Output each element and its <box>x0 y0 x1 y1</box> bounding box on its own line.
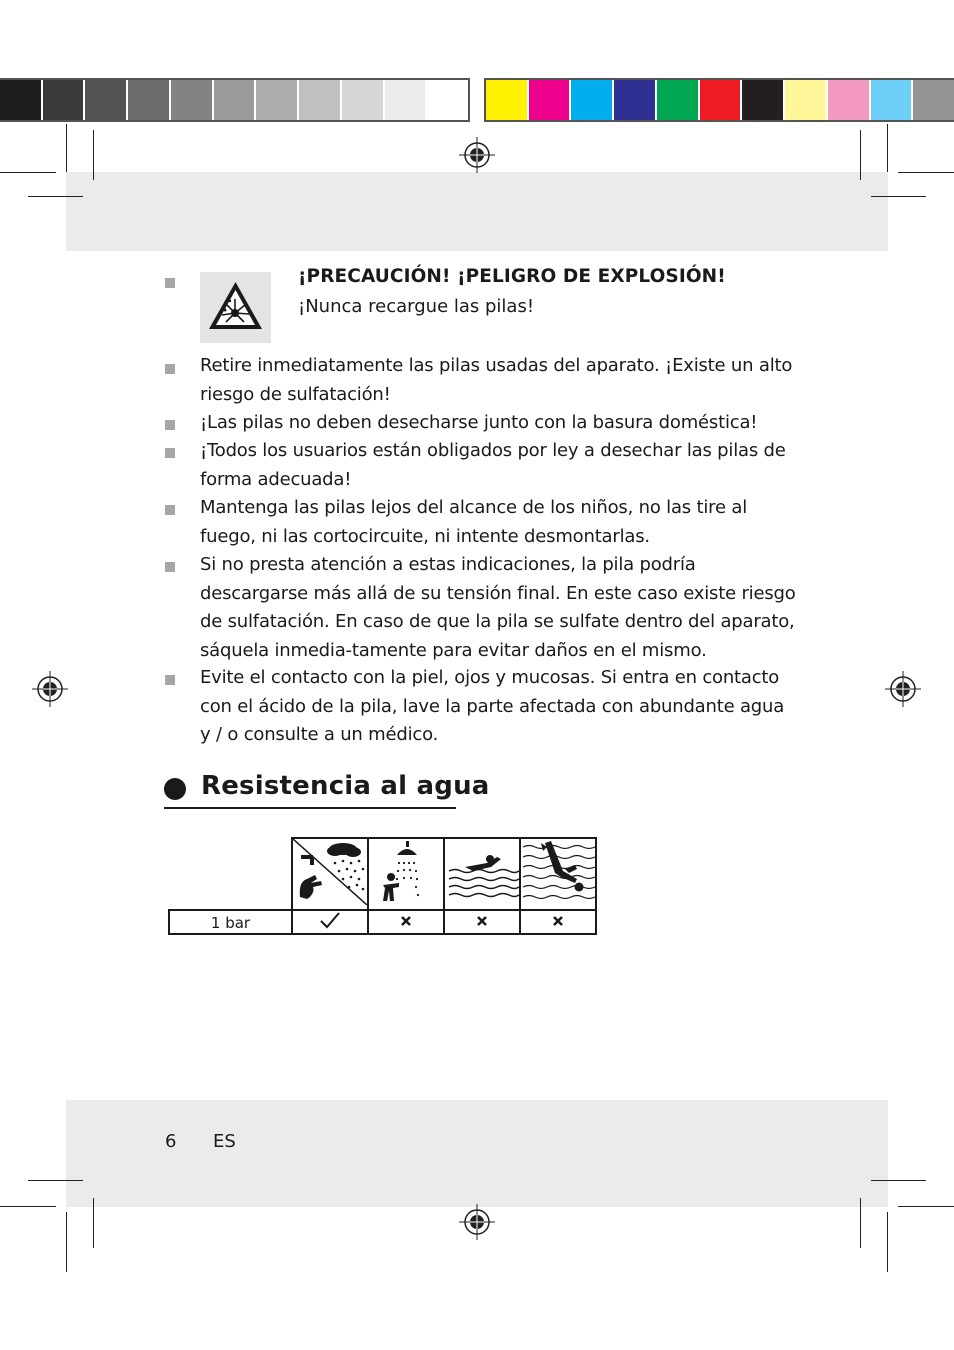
section-title: Resistencia al agua <box>201 771 490 801</box>
registration-mark-icon <box>885 671 921 707</box>
crop-mark <box>93 1198 94 1248</box>
table-cell <box>444 910 520 934</box>
color-swatch <box>214 80 257 120</box>
table-row <box>169 910 596 934</box>
registration-mark-icon <box>32 671 68 707</box>
table-row <box>169 838 596 910</box>
color-swatch <box>700 80 743 120</box>
color-swatch <box>85 80 128 120</box>
table-cell <box>520 910 596 934</box>
crop-mark <box>28 1180 83 1181</box>
color-swatch <box>43 80 86 120</box>
crop-mark <box>66 124 67 172</box>
color-swatch <box>171 80 214 120</box>
color-swatch <box>256 80 299 120</box>
color-swatch <box>342 80 385 120</box>
color-swatch <box>486 80 529 120</box>
header-band <box>66 172 888 251</box>
grayscale-bar <box>0 78 470 122</box>
crop-mark <box>898 1206 954 1207</box>
crop-mark <box>887 124 888 172</box>
section-bullet <box>164 778 186 800</box>
registration-mark-icon <box>459 137 495 173</box>
color-bar <box>484 78 954 122</box>
bullet-marker <box>165 562 175 572</box>
page-number: 6 <box>165 1131 177 1152</box>
pressure-label: 1 bar <box>210 913 251 932</box>
warning-subtitle: ¡Nunca recargue las pilas! <box>298 296 535 317</box>
list-item: ¡Todos los usuarios están obligados por ley a desechar las pilas de forma adecuada! <box>200 440 786 490</box>
splash-rain-icon <box>293 839 367 905</box>
table-cell <box>292 910 368 934</box>
warning-title: ¡PRECAUCIÓN! ¡PELIGRO DE EXPLOSIÓN! <box>298 266 726 287</box>
table-cell <box>368 910 444 934</box>
bullet-marker <box>165 278 175 288</box>
bullet-marker <box>165 364 175 374</box>
crop-mark <box>28 196 83 197</box>
table-cell <box>292 838 368 910</box>
color-swatch <box>828 80 871 120</box>
list-item: Mantenga las pilas lejos del alcance de los niños, no las tire al fuego, ni las cortocircuite, ni intente desmontarlas. <box>200 497 747 547</box>
warning-icon-box <box>200 272 271 343</box>
table-cell <box>368 838 444 910</box>
color-swatch <box>785 80 828 120</box>
explosion-warning-icon <box>200 272 271 343</box>
color-swatch <box>571 80 614 120</box>
crop-mark <box>93 130 94 180</box>
color-swatch <box>529 80 572 120</box>
color-swatch <box>742 80 785 120</box>
color-swatch <box>427 80 468 120</box>
shower-icon <box>369 839 443 905</box>
cross-icon <box>399 914 413 928</box>
color-swatch <box>871 80 914 120</box>
table-cell <box>169 838 292 910</box>
diving-icon <box>521 839 595 905</box>
color-swatch <box>128 80 171 120</box>
table-cell <box>520 838 596 910</box>
bullet-marker <box>165 448 175 458</box>
water-resistance-table <box>168 837 597 935</box>
crop-mark <box>898 172 954 173</box>
table-cell <box>169 910 292 934</box>
color-swatch <box>299 80 342 120</box>
swimming-icon <box>445 839 519 905</box>
bullet-marker <box>165 420 175 430</box>
table-cell <box>444 838 520 910</box>
crop-mark <box>66 1212 67 1272</box>
list-item: Retire inmediatamente las pilas usadas del aparato. ¡Existe un alto riesgo de sulfatación! <box>200 355 793 405</box>
color-swatch <box>385 80 428 120</box>
crop-mark <box>0 172 56 173</box>
section-underline <box>164 807 456 809</box>
crop-mark <box>0 1206 56 1207</box>
cross-icon <box>551 914 565 928</box>
bullet-marker <box>165 675 175 685</box>
cross-icon <box>475 914 489 928</box>
list-item: Evite el contacto con la piel, ojos y mucosas. Si entra en contacto con el ácido de la pila, lave la parte afectada con abundante agua y / o consulte a un médico. <box>200 667 785 745</box>
crop-mark <box>887 1212 888 1272</box>
registration-mark-icon <box>459 1204 495 1240</box>
crop-mark <box>871 1180 926 1181</box>
footer-band <box>66 1100 888 1207</box>
color-swatch <box>913 80 954 120</box>
color-swatch <box>0 80 43 120</box>
crop-mark <box>860 130 861 180</box>
color-swatch <box>657 80 700 120</box>
check-icon <box>319 911 341 929</box>
color-swatch <box>614 80 657 120</box>
list-item: ¡Las pilas no deben desecharse junto con la basura doméstica! <box>200 412 758 433</box>
list-item: Si no presta atención a estas indicaciones, la pila podría descargarse más allá de su tensión final. En este caso existe riesgo de sulfatación. En caso de que la pila se sulfate dentro del aparato, sáquela inmedia-tamente para evitar daños en el mismo. <box>200 554 796 661</box>
crop-mark <box>871 196 926 197</box>
language-code: ES <box>213 1131 236 1152</box>
crop-mark <box>860 1198 861 1248</box>
bullet-marker <box>165 505 175 515</box>
